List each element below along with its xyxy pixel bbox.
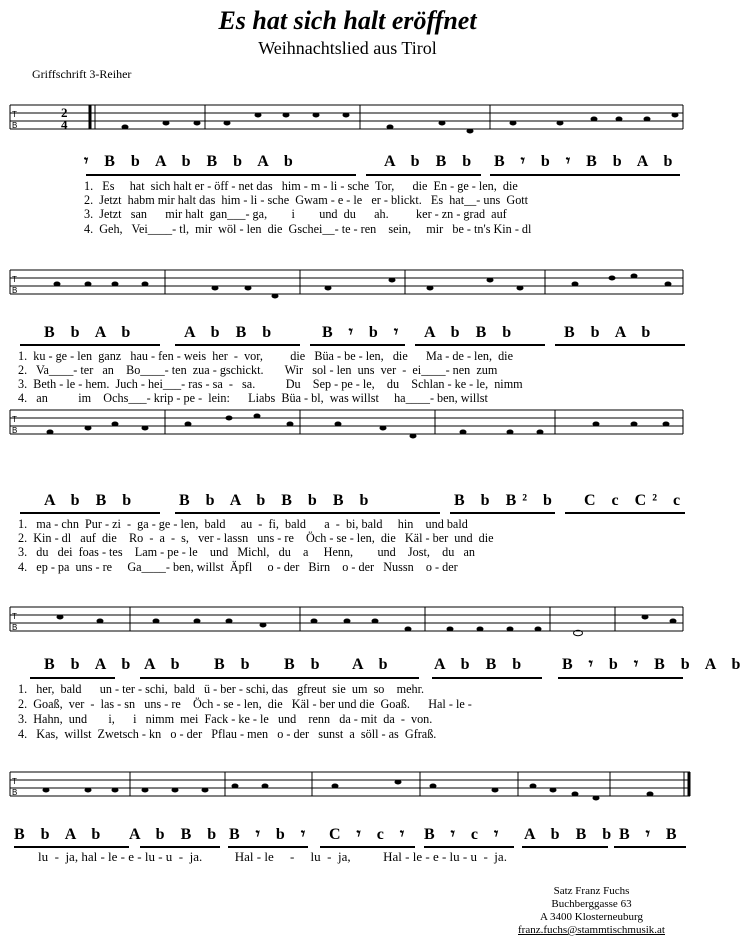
staff-system-5	[0, 762, 695, 807]
lyric-line: 2. Kin - dl auf die Ro - a - s, ver - lassn uns - re Öch - se - len, die Käl - ber und die	[18, 531, 494, 545]
lyric-line: 2. Va____- ter an Bo____- ten zua - gschickt. Wir sol - len uns ver - ei____- nen zum	[18, 363, 498, 377]
chord-group: 𝄾 B b A b B b A b	[84, 153, 299, 170]
chord-group: A b	[144, 656, 186, 673]
svg-text:B: B	[12, 286, 18, 295]
chord-group: B b A b	[44, 324, 137, 341]
chord-group: A b B b	[384, 153, 478, 170]
lyric-line: 3. du dei foas - tes Lam - pe - le und Michl, du a Henn, und Jost, du an	[18, 545, 475, 559]
lyric-line: 1. Es hat sich halt er - öff - net das him - m - li - sche Tor, die En - ge - len, die	[84, 179, 518, 193]
lyric-line: 1. ku - ge - len ganz hau - fen - weis her - vor, die Büa - be - len, die Ma - de - len, die	[18, 349, 513, 363]
chord-bar	[86, 174, 356, 176]
chord-group: B b B² b	[454, 492, 558, 509]
credit-line: Satz Franz Fuchs	[553, 885, 630, 897]
notation-label: Griffschrift 3-Reiher	[32, 67, 132, 81]
lyric-line: 3. Jetzt san mir halt gan___- ga, i und du ah. ker - zn - grad auf	[84, 207, 507, 221]
lyric-line: 1. ma - chn Pur - zi - ga - ge - len, bald au - fi, bald a - bi, bald hin und bald	[18, 517, 468, 531]
credit-line: A 3400 Klosterneuburg	[539, 911, 644, 923]
svg-text:T: T	[12, 110, 17, 119]
chord-group: B b A b	[564, 324, 657, 341]
chord-bar	[284, 677, 419, 679]
svg-text:T: T	[12, 275, 17, 284]
chord-bar	[228, 846, 308, 848]
chord-bar	[140, 677, 290, 679]
chord-bar	[490, 174, 680, 176]
song-subtitle: Weihnachtslied aus Tirol	[258, 38, 437, 58]
lyric-line: 2. Goaß, ver - las - sn uns - re Öch - se - len, die Käl - ber und die Goaß. Hal - le -	[18, 697, 472, 711]
chord-group: A b	[352, 656, 394, 673]
staff-system-4	[0, 597, 695, 647]
chord-bar	[555, 344, 685, 346]
chord-group: B b	[214, 656, 256, 673]
lyric-line: 4. Geh, Vei____- tl, mir wöl - len die Gschei__- te - ren sein, mir be - tn's Kin - dl	[84, 222, 532, 236]
chord-bar	[320, 846, 415, 848]
svg-text:T: T	[12, 415, 17, 424]
chord-bar	[565, 512, 685, 514]
svg-text:2: 2	[61, 105, 68, 120]
svg-text:4: 4	[61, 117, 68, 132]
chord-bar	[558, 677, 683, 679]
staff-system-3	[0, 400, 695, 445]
svg-text:T: T	[12, 612, 17, 621]
chord-bar	[20, 344, 160, 346]
chord-bar	[366, 174, 481, 176]
chord-group: C c C² c	[584, 492, 687, 509]
svg-text:B: B	[12, 121, 18, 130]
staff-system-2	[0, 260, 695, 305]
chord-bar	[14, 846, 129, 848]
svg-text:T: T	[12, 777, 17, 786]
lyric-line: 4. ep - pa uns - re Ga____- ben, willst Äpfl o - der Birn o - der Nussn o - der	[18, 560, 458, 574]
chord-group: A b B b	[184, 324, 278, 341]
lyric-line: 3. Hahn, und i, i nimm mei Fack - ke - le und renn da - mit da - von.	[18, 712, 433, 726]
chord-group: A b B b	[424, 324, 518, 341]
chord-group: B 𝄾 b 𝄾 B b A b	[494, 153, 679, 170]
lyric-line: 4. Kas, willst Zwetsch - kn o - der Pflau - men o - der sunst a söll - as Gfraß.	[18, 727, 437, 741]
chord-group: A b B b	[44, 492, 138, 509]
credits-block	[518, 885, 665, 937]
chord-group: B b A b	[14, 826, 107, 843]
credit-email: franz.fuchs@stammtischmusik.at	[518, 924, 665, 936]
chord-group: B 𝄾 b 𝄾 B b A b	[562, 656, 746, 673]
chord-bar	[20, 512, 160, 514]
chord-bar	[140, 846, 220, 848]
chord-group: B 𝄾 c 𝄾	[424, 826, 505, 843]
credit-line: Buchberggasse 63	[551, 898, 632, 910]
svg-text:B: B	[12, 623, 18, 632]
lyric-line: 2. Jetzt habm mir halt das him - li - sche Gwam - e - le er - blickt. Es hat__- uns Gott	[84, 193, 529, 207]
chord-bar	[310, 344, 405, 346]
chord-group: B b A b B b B b	[179, 492, 375, 509]
chord-group: A b B b	[434, 656, 528, 673]
chord-group: B 𝄾 B	[619, 826, 683, 843]
chord-bar	[175, 512, 440, 514]
chord-group: A b B b	[524, 826, 618, 843]
chord-group: B b A b	[44, 656, 137, 673]
chord-group: B 𝄾 b 𝄾	[229, 826, 312, 843]
lyric-line: 4. an im Ochs___- krip - pe - lein: Liabs Büa - bl, was willst ha____- ben, willst	[18, 391, 488, 405]
svg-text:B: B	[12, 788, 18, 797]
lyric-line: lu - ja, hal - le - e - lu - u - ja. Hal - le - lu - ja, Hal - le - e - lu - u - ja.	[38, 849, 507, 864]
chord-bar	[424, 846, 514, 848]
chord-group: B 𝄾 b 𝄾	[322, 324, 405, 341]
chord-bar	[432, 677, 542, 679]
chord-bar	[415, 344, 545, 346]
staff-system-1	[0, 95, 695, 140]
chord-group: A b B b	[129, 826, 223, 843]
chord-bar	[175, 344, 300, 346]
chord-bar	[614, 846, 686, 848]
chord-bar	[522, 846, 608, 848]
lyric-line: 3. Beth - le - hem. Juch - hei___- ras - sa - sa. Du Sep - pe - le, du Schlan - ke - le, nimm	[18, 377, 523, 391]
chord-bar	[30, 677, 115, 679]
song-title: Es hat sich halt eröffnet	[218, 6, 477, 35]
chord-group: B b	[284, 656, 326, 673]
chord-bar	[450, 512, 555, 514]
svg-text:B: B	[12, 426, 18, 435]
chord-group: C 𝄾 c 𝄾	[329, 826, 411, 843]
lyric-line: 1. her, bald un - ter - schi, bald ü - ber - schi, das gfreut sie um so mehr.	[18, 682, 425, 696]
